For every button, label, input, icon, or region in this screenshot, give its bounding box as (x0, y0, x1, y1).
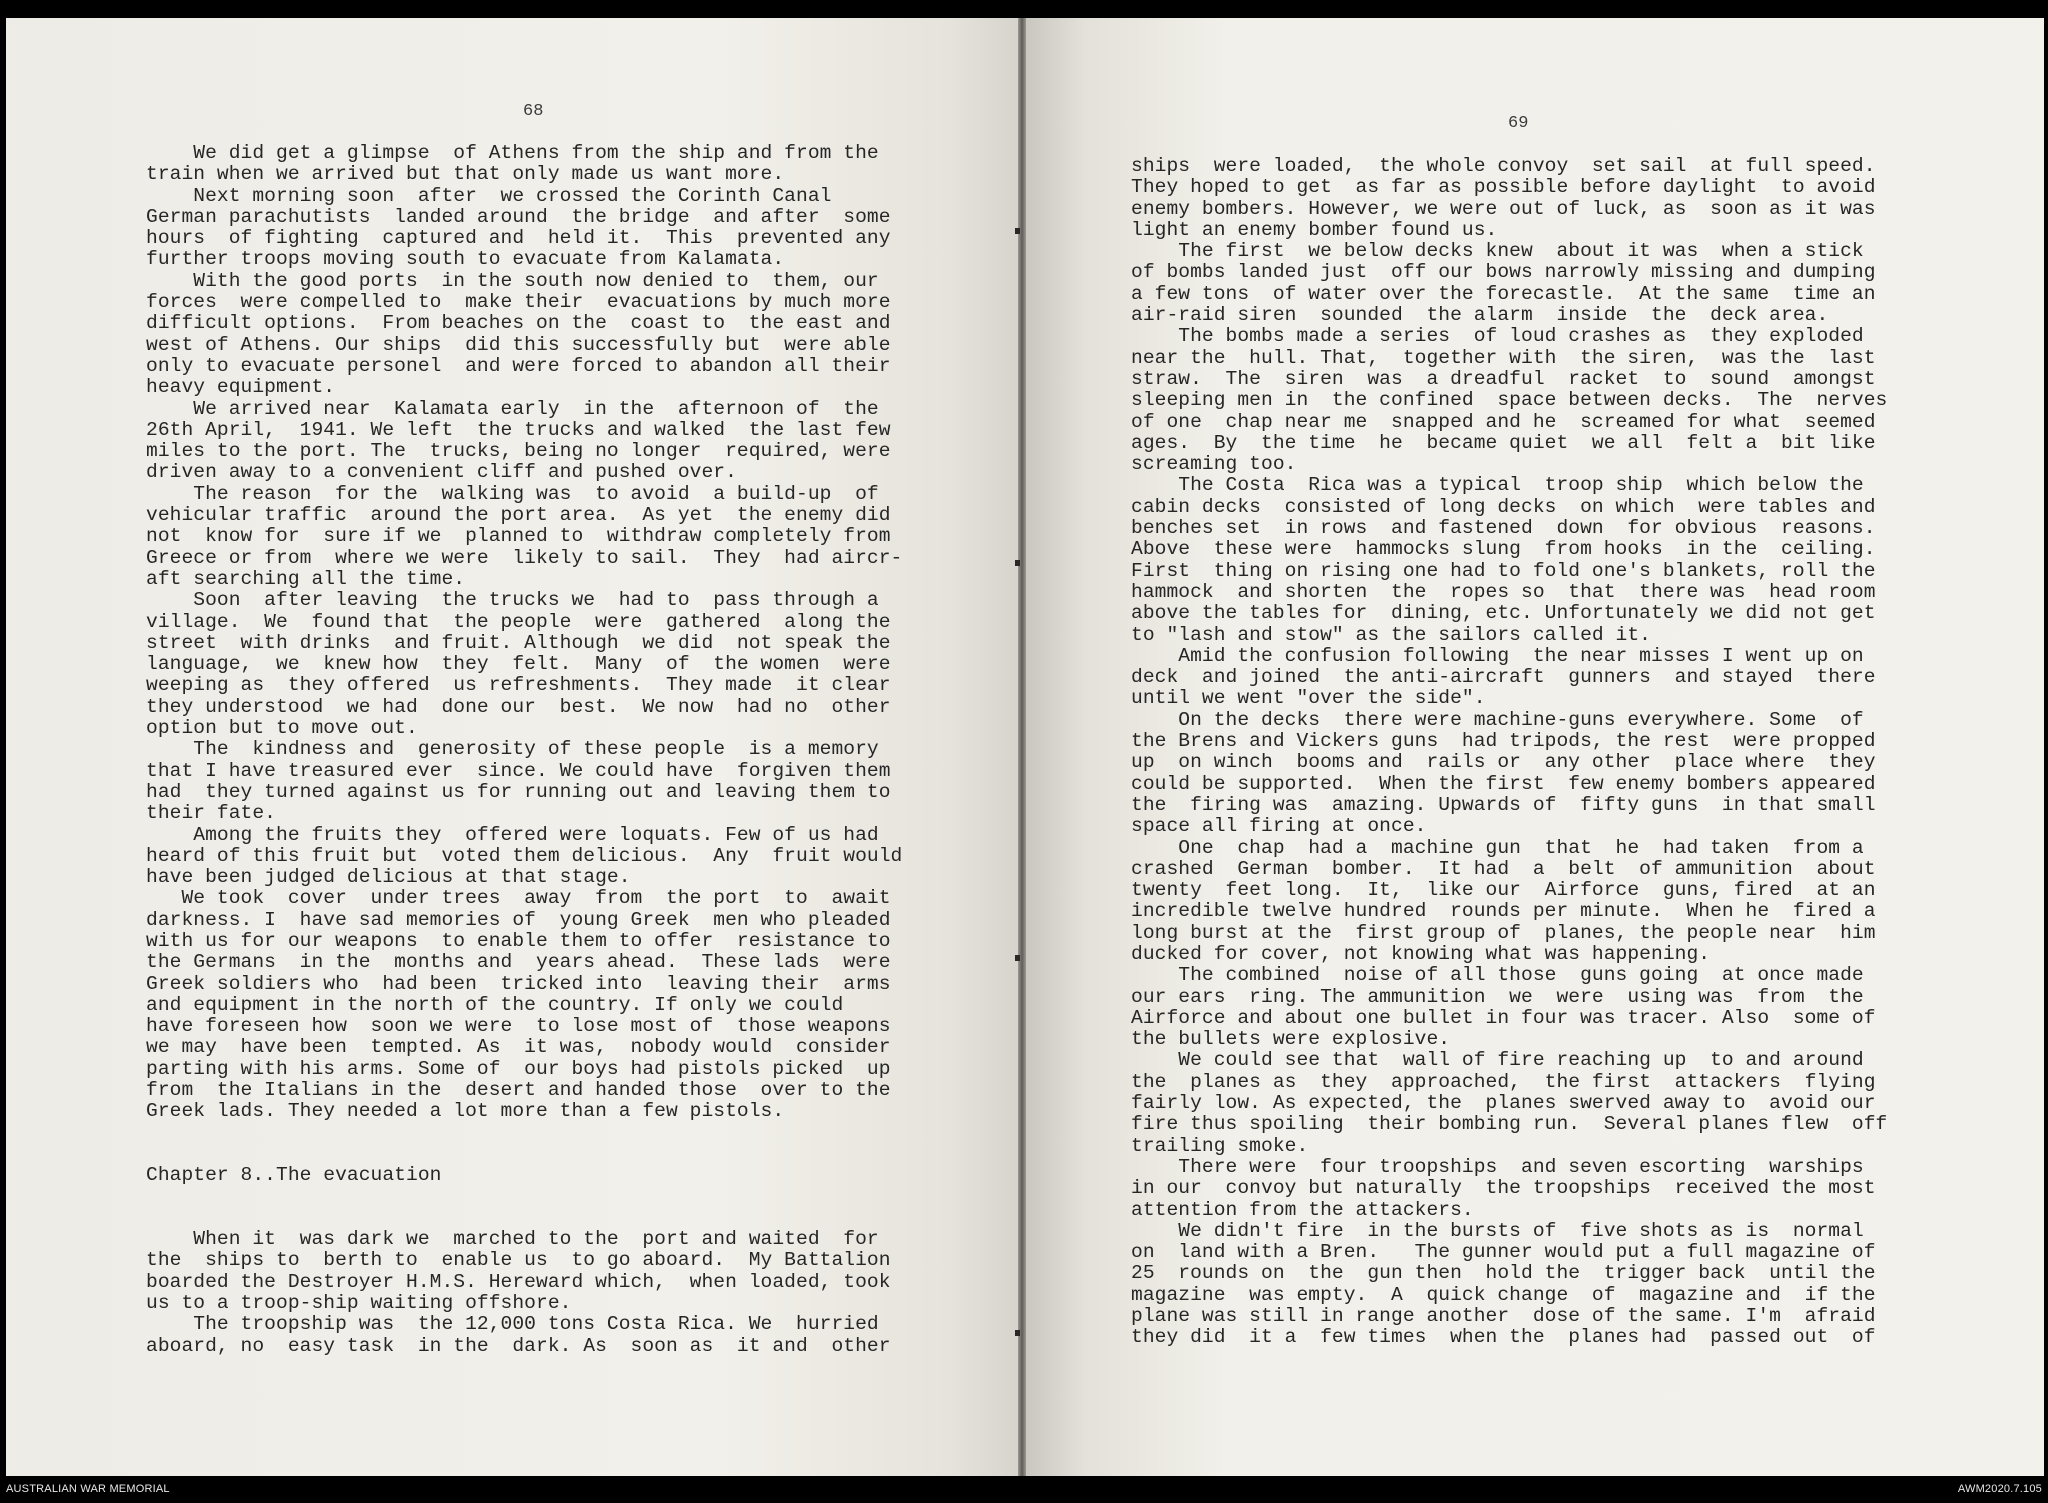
text-line: magazine was empty. A quick change of magazine and if the (1131, 1283, 1876, 1306)
text-line: up on winch booms and rails or any other place where they (1131, 751, 1876, 774)
text-line: have been judged delicious at that stage. (146, 866, 631, 889)
left-page-text (146, 143, 902, 1357)
text-line: weeping as they offered us refreshments. They made it clear (146, 674, 891, 697)
text-line: the ships to berth to enable us to go aboard. My Battalion (146, 1249, 891, 1272)
text-line: Above these were hammocks slung from hooks in the ceiling. (1131, 538, 1876, 561)
text-line: air-raid siren sounded the alarm inside the deck area. (1131, 304, 1829, 327)
text-line: They hoped to get as far as possible before daylight to avoid (1131, 176, 1876, 199)
text-line: difficult options. From beaches on the coast to the east and (146, 312, 891, 335)
text-line: street with drinks and fruit. Although we did not speak the (146, 631, 891, 654)
text-line: We did get a glimpse of Athens from the ship and from the (146, 142, 879, 164)
text-line: aft searching all the time. (146, 567, 466, 590)
text-line: deck and joined the anti-aircraft gunners and stayed there (1131, 666, 1876, 689)
text-line: Chapter 8..The evacuation (146, 1164, 442, 1187)
text-line: cabin decks consisted of long decks on which were tables and (1131, 495, 1876, 518)
text-line: boarded the Destroyer H.M.S. Hereward which, when loaded, took (146, 1270, 891, 1293)
text-line: a few tons of water over the forecastle. At the same time an (1131, 282, 1876, 305)
text-line: train when we arrived but that only made us want more. (146, 163, 785, 186)
text-line: Greek soldiers who had been tricked into leaving their arms (146, 972, 891, 995)
text-line: When it was dark we marched to the port and waited for (146, 1228, 879, 1251)
text-line: vehicular traffic around the port area. As yet the enemy did (146, 504, 891, 527)
text-line: On the decks there were machine-guns everywhere. Some of (1131, 708, 1864, 731)
text-line: the Brens and Vickers guns had tripods, the rest were propped (1131, 730, 1876, 753)
text-line: not know for sure if we planned to withdraw completely from (146, 525, 891, 548)
text-line: Next morning soon after we crossed the Corinth Canal (146, 184, 832, 207)
text-line: attention from the attackers. (1131, 1198, 1474, 1221)
text-line: had they turned against us for running out and leaving them to (146, 780, 891, 803)
text-line: screaming too. (1131, 453, 1297, 476)
left-page-number: 68 (523, 102, 544, 121)
text-line: near the hull. That, together with the siren, was the last (1131, 346, 1876, 369)
text-line: Airforce and about one bullet in four was tracer. Also some of (1131, 1006, 1876, 1029)
text-line (146, 1144, 902, 1165)
text-line: only to evacuate personel and were forced to abandon all their (146, 354, 891, 377)
text-line: long burst at the first group of planes, the people near him (1131, 921, 1876, 944)
text-line: benches set in rows and fastened down for obvious reasons. (1131, 517, 1876, 540)
text-line: of one chap near me snapped and he screamed for what seemed (1131, 410, 1876, 433)
text-line: with us for our weapons to enable them to offer resistance to (146, 929, 891, 952)
text-line: parting with his arms. Some of our boys had pistols picked up (146, 1057, 891, 1080)
text-line: in our convoy but naturally the troopships received the most (1131, 1177, 1876, 1200)
text-line: of bombs landed just off our bows narrowly missing and dumping (1131, 261, 1876, 284)
text-line: language, we knew how they felt. Many of the women were (146, 653, 891, 676)
text-line: the Germans in the months and years ahead. These lads were (146, 951, 891, 974)
text-line: The combined noise of all those guns going at once made (1131, 964, 1864, 987)
binding-hole (1015, 1330, 1020, 1336)
text-line: twenty feet long. It, like our Airforce guns, fired at an (1131, 879, 1876, 902)
text-line: sleeping men in the confined space between decks. The nerves (1131, 389, 1888, 412)
text-line: The kindness and generosity of these people is a memory (146, 738, 879, 761)
text-line: we may have been tempted. As it was, nobody would consider (146, 1036, 891, 1059)
text-line: Soon after leaving the trucks we had to pass through a (146, 589, 879, 612)
footer-institution: AUSTRALIAN WAR MEMORIAL (6, 1483, 170, 1495)
text-line: We could see that wall of fire reaching up to and around (1131, 1049, 1864, 1072)
text-line: hours of fighting captured and held it. This prevented any (146, 227, 891, 250)
text-line: us to a troop-ship waiting offshore. (146, 1292, 572, 1315)
text-line: their fate. (146, 802, 276, 825)
text-line: village. We found that the people were gathered along the (146, 610, 891, 633)
text-line: ships were loaded, the whole convoy set sail at full speed. (1131, 155, 1876, 177)
text-line: We didn't fire in the bursts of five shots as is normal (1131, 1219, 1864, 1242)
footer-reference: AWM2020.7.105 (1957, 1483, 2042, 1495)
text-line: option but to move out. (146, 717, 418, 740)
text-line: miles to the port. The trucks, being no longer required, were (146, 440, 891, 463)
text-line: There were four troopships and seven escorting warships (1131, 1155, 1864, 1178)
text-line: heavy equipment. (146, 376, 336, 399)
text-line: aboard, no easy task in the dark. As soon as it and other (146, 1334, 891, 1357)
text-line: the bullets were explosive. (1131, 1028, 1451, 1051)
text-line: ducked for cover, not knowing what was happening. (1131, 942, 1711, 965)
text-line: have foreseen how soon we were to lose most of those weapons (146, 1015, 891, 1038)
text-line: The first we below decks knew about it was when a stick (1131, 240, 1864, 263)
text-line: could be supported. When the first few enemy bombers appeared (1131, 772, 1876, 795)
book-spine (1018, 18, 1026, 1476)
text-line: heard of this fruit but voted them delicious. Any fruit would (146, 844, 903, 867)
text-line: Among the fruits they offered were loquats. Few of us had (146, 823, 879, 846)
text-line: Amid the confusion following the near misses I went up on (1131, 644, 1864, 667)
text-line: trailing smoke. (1131, 1134, 1309, 1157)
text-line: ages. By the time he became quiet we all felt a bit like (1131, 431, 1876, 454)
text-line: fairly low. As expected, the planes swerved away to avoid our (1131, 1092, 1876, 1115)
text-line: One chap had a machine gun that he had taken from a (1131, 836, 1864, 859)
text-line: to "lash and stow" as the sailors called it. (1131, 623, 1651, 646)
text-line: The bombs made a series of loud crashes as they exploded (1131, 325, 1864, 348)
text-line: that I have treasured ever since. We could have forgiven them (146, 759, 891, 782)
right-page-text (1131, 156, 1887, 1349)
text-line: We took cover under trees away from the port to await (146, 887, 891, 910)
text-line (146, 1123, 902, 1144)
text-line: our ears ring. The ammunition we were using was from the (1131, 985, 1864, 1008)
text-line (146, 1208, 902, 1229)
text-line: First thing on rising one had to fold one's blankets, roll the (1131, 559, 1876, 582)
text-line: above the tables for dining, etc. Unfortunately we did not get (1131, 602, 1876, 625)
text-line: enemy bombers. However, we were out of luck, as soon as it was (1131, 197, 1876, 220)
text-line: The reason for the walking was to avoid a build-up of (146, 482, 879, 505)
text-line: until we went "over the side". (1131, 687, 1486, 710)
text-line (146, 1187, 902, 1208)
text-line: incredible twelve hundred rounds per minute. When he fired a (1131, 900, 1876, 923)
text-line: We arrived near Kalamata early in the afternoon of the (146, 397, 879, 420)
text-line: darkness. I have sad memories of young Greek men who pleaded (146, 908, 891, 931)
text-line: forces were compelled to make their evacuations by much more (146, 291, 891, 314)
text-line: light an enemy bomber found us. (1131, 218, 1498, 241)
text-line: they did it a few times when the planes had passed out of (1131, 1326, 1876, 1349)
text-line: the planes as they approached, the first attackers flying (1131, 1070, 1876, 1093)
binding-hole (1015, 955, 1020, 961)
text-line: further troops moving south to evacuate from Kalamata. (146, 248, 785, 271)
text-line: the firing was amazing. Upwards of fifty guns in that small (1131, 793, 1876, 816)
right-page-number: 69 (1508, 114, 1529, 133)
text-line: Greece or from where we were likely to sail. They had aircr- (146, 546, 903, 569)
text-line: The Costa Rica was a typical troop ship which below the (1131, 474, 1864, 497)
text-line: straw. The siren was a dreadful racket to sound amongst (1131, 367, 1876, 390)
text-line: fire thus spoiling their bombing run. Several planes flew off (1131, 1113, 1888, 1136)
text-line: plane was still in range another dose of the same. I'm afraid (1131, 1305, 1876, 1328)
binding-hole (1015, 560, 1020, 566)
text-line: hammock and shorten the ropes so that there was head room (1131, 580, 1876, 603)
text-line: they understood we had done our best. We now had no other (146, 695, 891, 718)
binding-hole (1015, 228, 1020, 234)
text-line: 25 rounds on the gun then hold the trigger back until the (1131, 1262, 1876, 1285)
text-line: west of Athens. Our ships did this successfully but were able (146, 333, 891, 356)
text-line: 26th April, 1941. We left the trucks and walked the last few (146, 418, 891, 441)
text-line: space all firing at once. (1131, 815, 1427, 838)
text-line: and equipment in the north of the country. If only we could (146, 993, 844, 1016)
text-line: crashed German bomber. It had a belt of ammunition about (1131, 857, 1876, 880)
text-line: Greek lads. They needed a lot more than a few pistols. (146, 1100, 785, 1123)
text-line: German parachutists landed around the bridge and after some (146, 205, 891, 228)
text-line: on land with a Bren. The gunner would put a full magazine of (1131, 1241, 1876, 1264)
text-line: With the good ports in the south now denied to them, our (146, 269, 879, 292)
text-line: The troopship was the 12,000 tons Costa Rica. We hurried (146, 1313, 879, 1336)
text-line: driven away to a convenient cliff and pushed over. (146, 461, 737, 484)
text-line: from the Italians in the desert and handed those over to the (146, 1079, 891, 1102)
